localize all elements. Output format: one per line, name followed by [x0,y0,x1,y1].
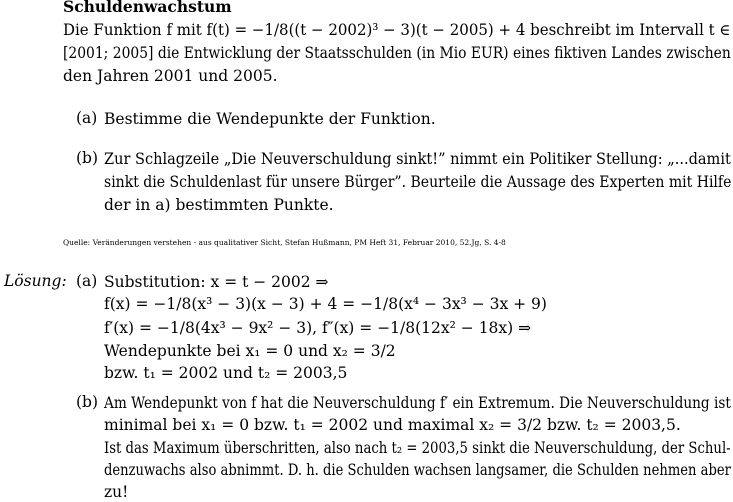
solution-label: Lösung: [4,272,67,290]
intro-line: [2001; 2005] die Entwicklung der Staatsschulden (in Mio EUR) eines fiktiven Landes zwischen [63,44,731,62]
solution-line: minimal bei x₁ = 0 bzw. t₁ = 2002 und maximal x₂ = 3/2 bzw. t₂ = 2003,5. [104,416,681,434]
solution-line: Am Wendepunkt von f hat die Neuverschuldung f′ ein Extremum. Die Neuverschuldung ist [104,394,731,412]
solution-line: denzuwachs also abnimmt. D. h. die Schulden wachsen langsamer, die Schulden nehmen aber [104,461,731,479]
solution-line: Substitution: x = t − 2002 ⇒ [104,273,329,291]
task-label: (a) [76,109,98,127]
solution-line: f′(x) = −1/8(4x³ − 9x² − 3), f″(x) = −1/8(12x² − 18x) ⇒ [104,319,532,337]
solution-line: Ist das Maximum überschritten, also nach t₂ = 2003,5 sinkt die Neuverschuldung, der Schul- [104,439,731,457]
task-text: Bestimme die Wendepunkte der Funktion. [104,110,436,128]
page-title: Schuldenwachstum [63,0,232,16]
solution-line: f(x) = −1/8(x³ − 3)(x − 3) + 4 = −1/8(x⁴ − 3x³ − 3x + 9) [104,295,547,313]
task-text: sinkt die Schuldenlast für unsere Bürger”. Beurteile die Aussage des Experten mit Hilfe [104,173,732,191]
task-label: (b) [76,149,99,167]
task-text: Zur Schlagzeile „Die Neuverschuldung sinkt!” nimmt ein Politiker Stellung: „...damit [104,150,731,168]
solution-line: zu! [104,483,129,501]
solution-item-label: (b) [76,393,99,411]
solution-line: bzw. t₁ = 2002 und t₂ = 2003,5 [104,364,348,382]
source-citation: Quelle: Veränderungen verstehen - aus qualitativer Sicht, Stefan Hußmann, PM Heft 31, Februar 2010, 52.Jg, S. 4-8 [63,238,506,247]
solution-item-label: (a) [76,272,98,290]
task-text: der in a) bestimmten Punkte. [104,196,334,214]
intro-line: den Jahren 2001 und 2005. [63,67,278,85]
solution-line: Wendepunkte bei x₁ = 0 und x₂ = 3/2 [104,342,396,360]
intro-line: Die Funktion f mit f(t) = −1/8((t − 2002)³ − 3)(t − 2005) + 4 beschreibt im Intervall t ∈ [63,21,731,39]
